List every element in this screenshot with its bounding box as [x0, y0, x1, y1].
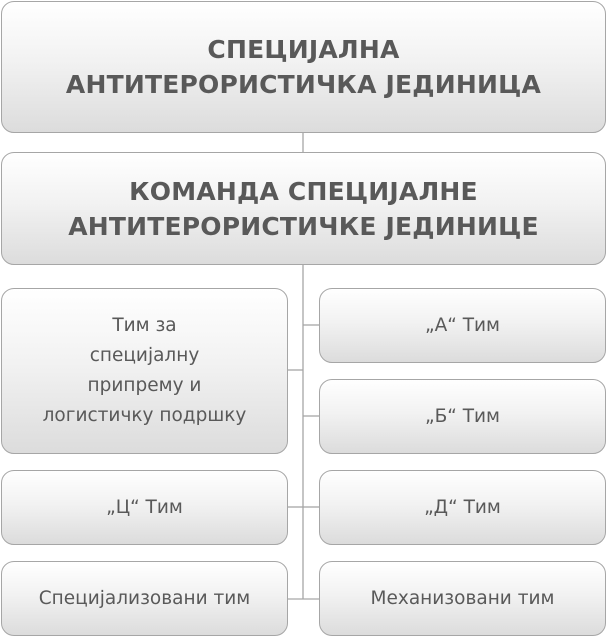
mechanized-team-label: Механизовани тим — [370, 587, 555, 609]
team-b-label: „Б“ Тим — [424, 405, 501, 427]
specialized-team-box — [1, 561, 288, 636]
team-a-box — [319, 288, 606, 363]
team-c-box — [1, 470, 288, 545]
top-unit-title-line1: СПЕЦИЈАЛНА — [207, 35, 400, 64]
team-d-label: „Д“ Тим — [424, 496, 501, 518]
team-a-label: „А“ Тим — [425, 314, 500, 336]
logistics-team-label: Тим за специјалну припрему и логистичку подршку — [42, 315, 247, 426]
command-title — [68, 174, 539, 244]
command-title-line1: КОМАНДА СПЕЦИЈАЛНЕ — [129, 176, 478, 206]
team-d-box — [319, 470, 606, 545]
mechanized-team-box — [319, 561, 606, 636]
logistics-team-box — [1, 288, 288, 454]
top-unit-title-line2: АНТИТЕРОРИСТИЧКА ЈЕДИНИЦА — [65, 70, 542, 99]
command-box — [1, 152, 606, 265]
command-title-line2: АНТИТЕРОРИСТИЧКЕ ЈЕДИНИЦЕ — [68, 211, 539, 241]
team-b-box — [319, 379, 606, 454]
top-unit-title — [66, 32, 541, 102]
top-unit-box — [1, 1, 606, 133]
team-c-label: „Ц“ Тим — [106, 496, 183, 518]
specialized-team-label: Специјализовани тим — [38, 587, 251, 609]
